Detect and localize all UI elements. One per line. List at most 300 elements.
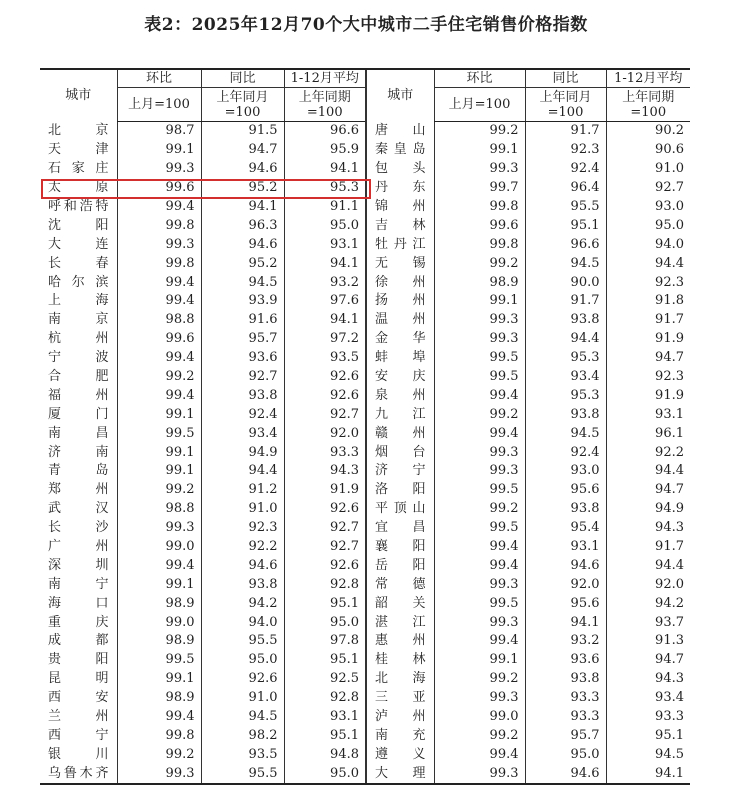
mom-value: 99.3 <box>117 235 201 254</box>
yoy-value: 95.6 <box>525 594 606 613</box>
mom-header-right: 环比 <box>434 69 525 88</box>
avg-value: 95.1 <box>284 651 366 670</box>
city-label: 济 宁 <box>375 463 426 479</box>
city-label: 厦 门 <box>48 406 109 422</box>
avg-value: 91.7 <box>606 538 690 557</box>
city-label: 深 圳 <box>48 557 109 573</box>
avg-value: 94.3 <box>606 519 690 538</box>
city-name <box>366 764 434 784</box>
mom-value: 99.3 <box>117 764 201 784</box>
yoy-value: 94.7 <box>201 141 284 160</box>
city-name <box>366 198 434 217</box>
yoy-header-left: 同比 <box>201 69 284 88</box>
yoy-value: 94.6 <box>525 556 606 575</box>
avg-value: 95.0 <box>284 613 366 632</box>
table-row <box>40 216 690 235</box>
avg-value: 91.9 <box>606 386 690 405</box>
avg-value: 92.5 <box>284 670 366 689</box>
avg-value: 92.2 <box>606 443 690 462</box>
city-label: 宜 昌 <box>375 520 426 536</box>
yoy-value: 91.7 <box>525 122 606 141</box>
city-label: 昆 明 <box>48 671 109 687</box>
mom-value: 99.8 <box>434 198 525 217</box>
city-name <box>366 122 434 141</box>
city-label: 赣 州 <box>375 425 426 441</box>
city-label: 北 海 <box>375 671 426 687</box>
city-label: 吉 林 <box>375 217 426 233</box>
mom-value: 99.1 <box>117 405 201 424</box>
avg-value: 95.3 <box>284 179 366 198</box>
city-label: 哈 尔 滨 <box>48 274 109 290</box>
city-name <box>366 481 434 500</box>
avg-value: 93.1 <box>606 405 690 424</box>
city-name <box>40 481 117 500</box>
city-name <box>366 538 434 557</box>
mom-value: 99.3 <box>434 575 525 594</box>
table-row <box>40 386 690 405</box>
yoy-value: 96.3 <box>201 216 284 235</box>
yoy-value: 94.6 <box>201 235 284 254</box>
avg-value: 94.1 <box>606 764 690 784</box>
city-label: 安 庆 <box>375 369 426 385</box>
mom-value: 99.4 <box>434 632 525 651</box>
city-name <box>366 386 434 405</box>
avg-value: 93.4 <box>606 689 690 708</box>
avg-value: 91.9 <box>284 481 366 500</box>
yoy-value: 94.1 <box>525 613 606 632</box>
table-row <box>40 349 690 368</box>
city-name <box>366 556 434 575</box>
yoy-value: 93.2 <box>525 632 606 651</box>
mom-value: 99.1 <box>434 141 525 160</box>
avg-value: 92.8 <box>284 689 366 708</box>
avg-value: 93.7 <box>606 613 690 632</box>
mom-value: 99.1 <box>117 670 201 689</box>
yoy-value: 92.0 <box>525 575 606 594</box>
yoy-value: 95.5 <box>525 198 606 217</box>
yoy-value: 91.5 <box>201 122 284 141</box>
yoy-value: 94.4 <box>201 462 284 481</box>
avg-value: 93.3 <box>606 708 690 727</box>
mom-value: 99.2 <box>117 368 201 387</box>
avg-value: 94.1 <box>284 311 366 330</box>
yoy-value: 92.6 <box>201 670 284 689</box>
avg-value: 94.1 <box>284 160 366 179</box>
yoy-value: 94.5 <box>525 254 606 273</box>
table-row <box>40 198 690 217</box>
yoy-value: 92.4 <box>525 160 606 179</box>
mom-value: 99.3 <box>434 613 525 632</box>
city-header-left: 城市 <box>40 69 117 122</box>
city-label: 三 亚 <box>375 690 426 706</box>
avg-value: 92.3 <box>606 273 690 292</box>
city-label: 郑 州 <box>48 482 109 498</box>
city-name <box>40 632 117 651</box>
city-label: 惠 州 <box>375 633 426 649</box>
mom-value: 99.1 <box>434 651 525 670</box>
city-label: 贵 阳 <box>48 652 109 668</box>
city-label: 天 津 <box>48 142 109 158</box>
city-name <box>366 462 434 481</box>
mom-value: 99.6 <box>117 330 201 349</box>
yoy-value: 95.2 <box>201 254 284 273</box>
table-row <box>40 556 690 575</box>
city-label: 韶 关 <box>375 595 426 611</box>
mom-value: 99.1 <box>117 141 201 160</box>
table-row <box>40 481 690 500</box>
avg-value: 91.3 <box>606 632 690 651</box>
yoy-value: 95.0 <box>201 651 284 670</box>
city-name <box>366 613 434 632</box>
mom-value: 99.5 <box>434 349 525 368</box>
city-label: 金 华 <box>375 331 426 347</box>
city-name <box>40 500 117 519</box>
mom-value: 99.5 <box>117 651 201 670</box>
city-label: 牡 丹 江 <box>375 236 426 252</box>
city-label: 上 海 <box>48 293 109 309</box>
city-name <box>366 349 434 368</box>
mom-value: 99.3 <box>117 160 201 179</box>
city-name <box>366 632 434 651</box>
mom-value: 99.2 <box>434 727 525 746</box>
avg-header-right: 1-12月平均 <box>606 69 690 88</box>
mom-value: 99.5 <box>434 368 525 387</box>
city-label: 沈 阳 <box>48 217 109 233</box>
city-label: 南 充 <box>375 727 426 743</box>
avg-value: 94.3 <box>284 462 366 481</box>
city-label: 兰 州 <box>48 709 109 725</box>
city-label: 扬 州 <box>375 293 426 309</box>
table-row <box>40 745 690 764</box>
city-name <box>40 556 117 575</box>
avg-value: 94.9 <box>606 500 690 519</box>
mom-value: 98.8 <box>117 500 201 519</box>
city-name <box>366 500 434 519</box>
mom-value: 99.5 <box>434 519 525 538</box>
avg-value: 92.6 <box>284 386 366 405</box>
table-row <box>40 689 690 708</box>
city-name <box>40 216 117 235</box>
yoy-value: 94.9 <box>201 443 284 462</box>
table-row <box>40 613 690 632</box>
avg-value: 91.0 <box>606 160 690 179</box>
avg-value: 93.3 <box>284 443 366 462</box>
avg-value: 93.0 <box>606 198 690 217</box>
yoy-value: 93.1 <box>525 538 606 557</box>
avg-header-left: 1-12月平均 <box>284 69 366 88</box>
city-label: 岳 阳 <box>375 557 426 573</box>
avg-value: 97.8 <box>284 632 366 651</box>
city-name <box>40 689 117 708</box>
city-name <box>366 292 434 311</box>
city-label: 锦 州 <box>375 199 426 214</box>
avg-value: 95.9 <box>284 141 366 160</box>
city-name <box>366 424 434 443</box>
mom-value: 99.3 <box>117 519 201 538</box>
avg-base-right: 上年同期 =100 <box>606 88 690 122</box>
avg-value: 94.3 <box>606 670 690 689</box>
avg-value: 92.0 <box>606 575 690 594</box>
city-name <box>40 538 117 557</box>
table-row <box>40 311 690 330</box>
city-label: 北 京 <box>48 123 109 139</box>
city-label: 湛 江 <box>375 614 426 630</box>
city-name <box>40 386 117 405</box>
avg-value: 94.4 <box>606 462 690 481</box>
yoy-value: 92.3 <box>525 141 606 160</box>
mom-value: 99.0 <box>117 538 201 557</box>
avg-value: 94.7 <box>606 349 690 368</box>
mom-value: 99.8 <box>117 254 201 273</box>
yoy-value: 95.5 <box>201 764 284 784</box>
table-row <box>40 670 690 689</box>
mom-value: 99.4 <box>117 198 201 217</box>
city-label: 济 南 <box>48 444 109 460</box>
avg-value: 97.2 <box>284 330 366 349</box>
avg-value: 94.4 <box>606 254 690 273</box>
avg-value: 92.7 <box>284 538 366 557</box>
mom-value: 99.1 <box>434 292 525 311</box>
city-name <box>366 179 434 198</box>
yoy-value: 93.6 <box>525 651 606 670</box>
city-label: 九 江 <box>375 406 426 422</box>
table-row <box>40 235 690 254</box>
city-name <box>366 330 434 349</box>
city-label: 徐 州 <box>375 274 426 290</box>
city-label: 襄 阳 <box>375 539 426 555</box>
city-label: 大 理 <box>375 765 426 781</box>
yoy-value: 94.2 <box>201 594 284 613</box>
avg-value: 92.7 <box>284 519 366 538</box>
table-row <box>40 651 690 670</box>
avg-value: 95.1 <box>606 727 690 746</box>
city-label: 温 州 <box>375 312 426 328</box>
table-row <box>40 330 690 349</box>
city-name <box>366 443 434 462</box>
mom-header-left: 环比 <box>117 69 201 88</box>
city-label: 遵 义 <box>375 746 426 762</box>
avg-value: 96.6 <box>284 122 366 141</box>
yoy-value: 94.6 <box>525 764 606 784</box>
mom-value: 99.1 <box>117 443 201 462</box>
mom-value: 99.8 <box>117 727 201 746</box>
avg-value: 91.9 <box>606 330 690 349</box>
city-header-right: 城市 <box>366 69 434 122</box>
avg-value: 92.3 <box>606 368 690 387</box>
city-name <box>40 519 117 538</box>
avg-value: 94.2 <box>606 594 690 613</box>
yoy-header-right: 同比 <box>525 69 606 88</box>
city-label: 广 州 <box>48 539 109 555</box>
city-name <box>366 311 434 330</box>
avg-value: 95.1 <box>284 594 366 613</box>
city-name <box>366 727 434 746</box>
mom-value: 99.4 <box>117 349 201 368</box>
city-name <box>40 745 117 764</box>
city-label: 泸 州 <box>375 709 426 725</box>
yoy-value: 92.4 <box>525 443 606 462</box>
yoy-value: 95.4 <box>525 519 606 538</box>
mom-value: 99.4 <box>434 745 525 764</box>
table-row <box>40 179 690 198</box>
yoy-value: 95.2 <box>201 179 284 198</box>
yoy-value: 94.5 <box>201 708 284 727</box>
mom-value: 99.4 <box>117 556 201 575</box>
city-label: 西 宁 <box>48 727 109 743</box>
mom-value: 98.9 <box>117 689 201 708</box>
city-label: 呼 和 浩 特 <box>48 199 109 214</box>
mom-value: 99.3 <box>434 443 525 462</box>
table-row <box>40 519 690 538</box>
city-name <box>40 424 117 443</box>
yoy-value: 93.8 <box>525 405 606 424</box>
mom-value: 99.2 <box>434 670 525 689</box>
yoy-value: 93.0 <box>525 462 606 481</box>
city-name <box>40 292 117 311</box>
city-name <box>40 349 117 368</box>
mom-value: 99.0 <box>117 613 201 632</box>
yoy-value: 95.0 <box>525 745 606 764</box>
avg-value: 95.0 <box>284 764 366 784</box>
city-name <box>366 594 434 613</box>
yoy-value: 93.3 <box>525 708 606 727</box>
city-name <box>40 764 117 784</box>
avg-value: 91.7 <box>606 311 690 330</box>
avg-value: 94.7 <box>606 651 690 670</box>
yoy-value: 93.8 <box>201 386 284 405</box>
avg-value: 95.0 <box>606 216 690 235</box>
city-name <box>366 708 434 727</box>
yoy-value: 93.8 <box>201 575 284 594</box>
city-name <box>366 273 434 292</box>
table-row <box>40 462 690 481</box>
yoy-value: 95.3 <box>525 386 606 405</box>
mom-value: 99.3 <box>434 160 525 179</box>
city-label: 大 连 <box>48 236 109 252</box>
city-name <box>366 216 434 235</box>
yoy-value: 94.5 <box>201 273 284 292</box>
yoy-value: 94.5 <box>525 424 606 443</box>
city-name <box>40 368 117 387</box>
mom-value: 99.8 <box>117 216 201 235</box>
city-name <box>366 519 434 538</box>
mom-value: 99.4 <box>117 386 201 405</box>
avg-value: 92.8 <box>284 575 366 594</box>
city-label: 宁 波 <box>48 350 109 366</box>
avg-value: 92.6 <box>284 368 366 387</box>
avg-value: 93.1 <box>284 235 366 254</box>
table-row <box>40 727 690 746</box>
page-title: 表2：2025年12月70个大中城市二手住宅销售价格指数 <box>144 15 588 35</box>
city-label: 海 口 <box>48 595 109 611</box>
mom-value: 99.4 <box>117 273 201 292</box>
yoy-value: 95.3 <box>525 349 606 368</box>
city-name <box>40 330 117 349</box>
avg-value: 91.8 <box>606 292 690 311</box>
avg-value: 92.6 <box>284 556 366 575</box>
yoy-value: 95.5 <box>201 632 284 651</box>
city-label: 桂 林 <box>375 652 426 668</box>
yoy-value: 93.4 <box>525 368 606 387</box>
city-label: 合 肥 <box>48 369 109 385</box>
city-name <box>40 235 117 254</box>
mom-value: 99.4 <box>434 386 525 405</box>
city-name <box>366 368 434 387</box>
city-name <box>366 254 434 273</box>
city-name <box>366 405 434 424</box>
avg-value: 92.6 <box>284 500 366 519</box>
table-row <box>40 254 690 273</box>
city-label: 泉 州 <box>375 387 426 403</box>
mom-value: 98.8 <box>117 311 201 330</box>
table-row <box>40 443 690 462</box>
avg-value: 91.1 <box>284 198 366 217</box>
table-row <box>40 538 690 557</box>
city-name <box>366 235 434 254</box>
mom-value: 99.3 <box>434 311 525 330</box>
mom-value: 99.1 <box>117 462 201 481</box>
table-row <box>40 273 690 292</box>
avg-value: 90.2 <box>606 122 690 141</box>
city-label: 南 昌 <box>48 425 109 441</box>
yoy-value: 93.6 <box>201 349 284 368</box>
mom-value: 99.2 <box>434 405 525 424</box>
avg-value: 94.8 <box>284 745 366 764</box>
mom-value: 99.8 <box>434 235 525 254</box>
mom-value: 98.7 <box>117 122 201 141</box>
mom-base-left: 上月=100 <box>117 88 201 122</box>
yoy-value: 93.8 <box>525 670 606 689</box>
table-row <box>40 594 690 613</box>
mom-value: 99.2 <box>434 254 525 273</box>
mom-value: 99.3 <box>434 689 525 708</box>
city-label: 成 都 <box>48 633 109 649</box>
yoy-value: 91.0 <box>201 689 284 708</box>
yoy-value: 93.3 <box>525 689 606 708</box>
city-label: 唐 山 <box>375 123 426 139</box>
avg-value: 94.4 <box>606 556 690 575</box>
yoy-value: 94.6 <box>201 160 284 179</box>
city-label: 长 春 <box>48 255 109 271</box>
city-label: 杭 州 <box>48 331 109 347</box>
yoy-value: 91.7 <box>525 292 606 311</box>
avg-value: 92.0 <box>284 424 366 443</box>
city-label: 福 州 <box>48 387 109 403</box>
yoy-value: 91.2 <box>201 481 284 500</box>
mom-value: 98.9 <box>117 594 201 613</box>
city-label: 青 岛 <box>48 463 109 479</box>
mom-value: 99.4 <box>434 556 525 575</box>
table-row <box>40 764 690 784</box>
city-name <box>40 651 117 670</box>
city-name <box>40 613 117 632</box>
mom-value: 99.6 <box>117 179 201 198</box>
avg-value: 95.0 <box>284 216 366 235</box>
yoy-value: 90.0 <box>525 273 606 292</box>
avg-value: 93.5 <box>284 349 366 368</box>
avg-value: 94.5 <box>606 745 690 764</box>
yoy-value: 98.2 <box>201 727 284 746</box>
yoy-value: 96.6 <box>525 235 606 254</box>
mom-value: 99.3 <box>434 764 525 784</box>
yoy-value: 92.3 <box>201 519 284 538</box>
city-name <box>40 141 117 160</box>
yoy-value: 93.4 <box>201 424 284 443</box>
city-label: 西 安 <box>48 690 109 706</box>
city-name <box>40 198 117 217</box>
price-index-table <box>40 68 690 785</box>
yoy-value: 94.1 <box>201 198 284 217</box>
